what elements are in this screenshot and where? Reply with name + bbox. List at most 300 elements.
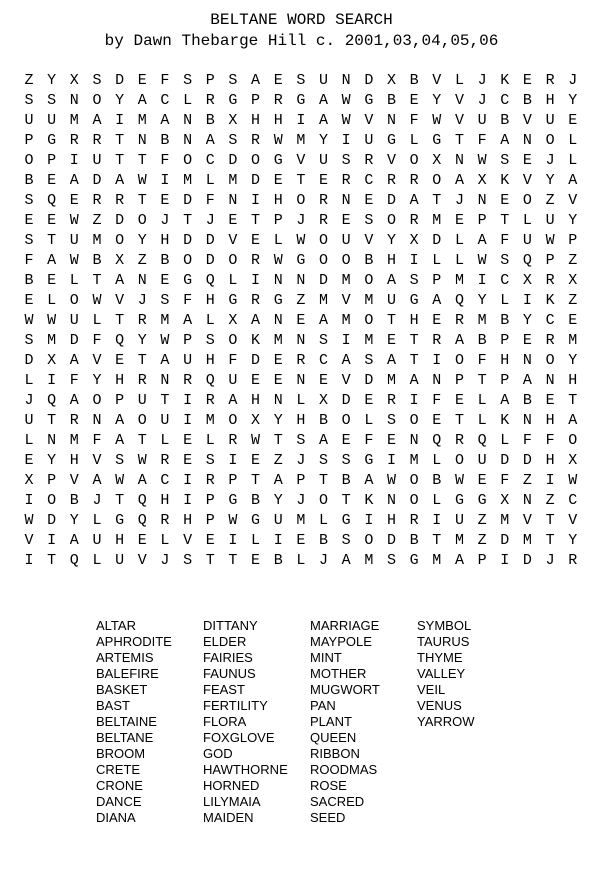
grid-letter: A (477, 232, 487, 249)
grid-letter: O (409, 152, 419, 169)
grid-letter: N (341, 72, 351, 89)
grid-letter: D (228, 152, 238, 169)
grid-letter: P (228, 472, 238, 489)
grid-letter: G (273, 292, 283, 309)
grid-letter: A (205, 132, 215, 149)
grid-letter: A (137, 472, 147, 489)
grid-letter: S (341, 532, 351, 549)
grid-letter: V (522, 172, 532, 189)
grid-letter: V (183, 532, 193, 549)
grid-row (19, 171, 583, 191)
grid-letter: M (273, 332, 283, 349)
grid-letter: S (47, 92, 57, 109)
grid-letter: O (454, 452, 464, 469)
grid-letter: S (341, 152, 351, 169)
grid-letter: S (183, 72, 193, 89)
grid-letter: U (273, 512, 283, 529)
grid-letter: L (477, 392, 487, 409)
grid-letter: I (500, 552, 510, 569)
grid-letter: Y (319, 132, 329, 149)
grid-letter: X (568, 272, 578, 289)
grid-letter: X (319, 392, 329, 409)
grid-letter: S (386, 552, 396, 569)
grid-row (19, 511, 583, 531)
grid-letter: R (409, 212, 419, 229)
grid-letter: O (319, 232, 329, 249)
grid-row (19, 151, 583, 171)
grid-letter: O (364, 532, 374, 549)
grid-letter: U (115, 552, 125, 569)
grid-letter: D (522, 552, 532, 569)
word-list-item: LILYMAIA (203, 794, 261, 809)
grid-letter: M (500, 512, 510, 529)
grid-letter: T (341, 492, 351, 509)
grid-letter: R (137, 372, 147, 389)
grid-letter: K (500, 72, 510, 89)
grid-letter: F (92, 432, 102, 449)
grid-letter: O (364, 312, 374, 329)
grid-letter: T (115, 492, 125, 509)
word-column (310, 618, 417, 826)
word-list-item: YARROW (417, 714, 475, 729)
word-list-item: VENUS (417, 698, 462, 713)
grid-letter: J (568, 72, 578, 89)
grid-letter: E (522, 332, 532, 349)
grid-letter: M (454, 272, 464, 289)
grid-letter: U (228, 372, 238, 389)
grid-letter: N (296, 272, 306, 289)
grid-letter: W (47, 312, 57, 329)
grid-letter: L (522, 212, 532, 229)
grid-row (19, 551, 583, 571)
grid-letter: E (386, 332, 396, 349)
word-list-item: CRETE (96, 762, 141, 777)
grid-letter: I (522, 292, 532, 309)
grid-letter: G (409, 552, 419, 569)
grid-letter: L (24, 372, 34, 389)
grid-letter: T (251, 212, 261, 229)
grid-letter: R (364, 152, 374, 169)
grid-letter: R (92, 132, 102, 149)
grid-letter: Q (205, 272, 215, 289)
grid-letter: G (47, 132, 57, 149)
grid-letter: P (500, 372, 510, 389)
grid-letter: M (47, 332, 57, 349)
grid-letter: O (319, 252, 329, 269)
grid-letter: V (454, 112, 464, 129)
grid-letter: U (183, 352, 193, 369)
grid-letter: R (545, 332, 555, 349)
grid-letter: S (386, 412, 396, 429)
grid-letter: E (500, 192, 510, 209)
word-list-item: MINT (310, 650, 342, 665)
grid-letter: F (24, 252, 34, 269)
grid-letter: E (47, 212, 57, 229)
word-list-item: QUEEN (310, 730, 357, 745)
grid-letter: I (228, 532, 238, 549)
grid-letter: T (409, 352, 419, 369)
grid-letter: S (500, 152, 510, 169)
word-list-item: DANCE (96, 794, 142, 809)
grid-letter: O (115, 232, 125, 249)
grid-letter: E (24, 452, 34, 469)
grid-letter: E (319, 372, 329, 389)
grid-letter: R (92, 192, 102, 209)
grid-letter: T (432, 532, 442, 549)
grid-letter: Z (477, 512, 487, 529)
grid-letter: H (545, 92, 555, 109)
grid-letter: Z (296, 292, 306, 309)
grid-letter: B (24, 272, 34, 289)
grid-letter: N (386, 492, 396, 509)
word-list-item: MOTHER (310, 666, 367, 681)
grid-letter: M (319, 292, 329, 309)
grid-letter: Q (522, 252, 532, 269)
grid-letter: E (69, 192, 79, 209)
grid-letter: O (137, 212, 147, 229)
grid-letter: U (24, 412, 34, 429)
grid-letter: N (522, 492, 532, 509)
grid-letter: M (183, 172, 193, 189)
grid-letter: G (409, 292, 419, 309)
grid-letter: B (500, 312, 510, 329)
grid-letter: O (545, 132, 555, 149)
word-list-item: ROSE (310, 778, 347, 793)
grid-letter: I (273, 532, 283, 549)
word-list-item: BELTANE (96, 730, 154, 745)
grid-letter: X (251, 412, 261, 429)
grid-letter: P (568, 232, 578, 249)
grid-letter: E (251, 452, 261, 469)
grid-letter: S (500, 252, 510, 269)
letter-grid (19, 71, 583, 571)
grid-letter: C (364, 172, 374, 189)
grid-letter: D (205, 252, 215, 269)
grid-letter: W (251, 432, 261, 449)
grid-letter: L (296, 552, 306, 569)
grid-letter: Q (137, 512, 147, 529)
grid-letter: Z (92, 212, 102, 229)
grid-letter: S (24, 332, 34, 349)
grid-letter: K (500, 172, 510, 189)
grid-letter: Z (522, 472, 532, 489)
grid-letter: B (160, 252, 170, 269)
grid-letter: V (432, 72, 442, 89)
grid-letter: V (92, 352, 102, 369)
grid-letter: A (319, 312, 329, 329)
grid-letter: V (364, 112, 374, 129)
grid-letter: G (273, 152, 283, 169)
grid-letter: P (454, 372, 464, 389)
grid-letter: E (341, 212, 351, 229)
grid-letter: I (47, 372, 57, 389)
word-column (203, 618, 310, 826)
word-column (417, 618, 524, 826)
grid-letter: E (432, 412, 442, 429)
grid-letter: T (273, 432, 283, 449)
grid-row (19, 291, 583, 311)
word-list-item: MUGWORT (310, 682, 380, 697)
grid-letter: H (205, 352, 215, 369)
grid-letter: R (69, 132, 79, 149)
grid-letter: L (319, 512, 329, 529)
grid-letter: R (69, 412, 79, 429)
grid-letter: E (296, 532, 306, 549)
grid-letter: E (137, 72, 147, 89)
grid-letter: T (115, 312, 125, 329)
grid-letter: B (364, 252, 374, 269)
grid-letter: R (251, 132, 261, 149)
grid-letter: R (386, 392, 396, 409)
grid-letter: O (409, 492, 419, 509)
grid-letter: R (568, 552, 578, 569)
grid-letter: O (92, 92, 102, 109)
grid-letter: E (522, 152, 532, 169)
grid-letter: N (296, 372, 306, 389)
grid-letter: X (477, 172, 487, 189)
grid-letter: T (92, 272, 102, 289)
grid-letter: M (296, 132, 306, 149)
grid-letter: R (205, 92, 215, 109)
grid-letter: E (364, 192, 374, 209)
grid-letter: F (364, 432, 374, 449)
grid-row (19, 71, 583, 91)
grid-letter: S (183, 552, 193, 569)
grid-letter: Z (477, 532, 487, 549)
grid-letter: M (341, 312, 351, 329)
grid-letter: A (69, 392, 79, 409)
grid-letter: H (545, 412, 555, 429)
grid-letter: Q (47, 192, 57, 209)
grid-letter: K (545, 292, 555, 309)
grid-letter: S (228, 132, 238, 149)
grid-letter: F (409, 112, 419, 129)
grid-row (19, 471, 583, 491)
grid-letter: P (183, 332, 193, 349)
grid-letter: M (296, 512, 306, 529)
grid-letter: H (160, 232, 170, 249)
grid-letter: D (386, 192, 396, 209)
word-list (96, 618, 524, 826)
grid-letter: N (160, 372, 170, 389)
grid-letter: X (115, 252, 125, 269)
grid-letter: P (47, 152, 57, 169)
grid-letter: A (47, 252, 57, 269)
grid-letter: W (568, 472, 578, 489)
grid-letter: M (160, 312, 170, 329)
word-list-item: BROOM (96, 746, 146, 761)
grid-letter: P (205, 72, 215, 89)
grid-letter: L (296, 392, 306, 409)
grid-letter: A (69, 172, 79, 189)
grid-letter: A (454, 332, 464, 349)
grid-letter: L (500, 432, 510, 449)
grid-letter: L (183, 92, 193, 109)
grid-letter: L (454, 72, 464, 89)
grid-letter: Z (137, 252, 147, 269)
word-list-item: ALTAR (96, 618, 136, 633)
grid-letter: J (160, 212, 170, 229)
grid-letter: A (341, 552, 351, 569)
grid-letter: T (137, 192, 147, 209)
grid-letter: W (273, 132, 283, 149)
grid-row (19, 371, 583, 391)
grid-letter: W (477, 152, 487, 169)
grid-letter: Y (137, 232, 147, 249)
grid-letter: R (545, 272, 555, 289)
grid-letter: H (545, 452, 555, 469)
grid-letter: O (228, 412, 238, 429)
grid-letter: L (92, 552, 102, 569)
grid-letter: S (364, 352, 374, 369)
grid-letter: E (409, 92, 419, 109)
grid-letter: K (500, 412, 510, 429)
grid-letter: I (364, 512, 374, 529)
grid-letter: J (137, 292, 147, 309)
grid-letter: V (522, 112, 532, 129)
grid-letter: P (24, 132, 34, 149)
grid-letter: W (296, 232, 306, 249)
grid-letter: T (409, 332, 419, 349)
grid-letter: Z (568, 252, 578, 269)
grid-letter: G (454, 492, 464, 509)
grid-row (19, 211, 583, 231)
grid-letter: U (545, 112, 555, 129)
grid-letter: Y (115, 92, 125, 109)
grid-letter: A (454, 552, 464, 569)
grid-letter: L (454, 232, 464, 249)
grid-letter: Y (568, 92, 578, 109)
grid-letter: N (477, 192, 487, 209)
word-list-item: BASKET (96, 682, 148, 697)
grid-letter: A (319, 112, 329, 129)
grid-letter: R (409, 512, 419, 529)
grid-letter: G (296, 252, 306, 269)
grid-letter: D (251, 352, 261, 369)
grid-letter: B (409, 72, 419, 89)
grid-letter: T (251, 472, 261, 489)
grid-letter: E (24, 212, 34, 229)
grid-letter: H (500, 352, 510, 369)
grid-letter: W (432, 112, 442, 129)
grid-letter: U (160, 412, 170, 429)
grid-letter: H (115, 372, 125, 389)
grid-letter: S (228, 72, 238, 89)
grid-letter: K (251, 332, 261, 349)
grid-letter: X (409, 232, 419, 249)
grid-letter: H (183, 512, 193, 529)
grid-letter: L (47, 292, 57, 309)
grid-letter: D (364, 372, 374, 389)
word-list-item: MAIDEN (203, 810, 254, 825)
grid-letter: R (319, 212, 329, 229)
grid-letter: X (386, 72, 396, 89)
grid-letter: V (386, 152, 396, 169)
grid-letter: E (477, 472, 487, 489)
grid-letter: X (69, 72, 79, 89)
grid-letter: I (115, 112, 125, 129)
grid-letter: O (92, 392, 102, 409)
grid-letter: H (409, 312, 419, 329)
grid-letter: U (386, 292, 396, 309)
grid-row (19, 391, 583, 411)
grid-letter: W (386, 472, 396, 489)
grid-letter: J (545, 152, 555, 169)
word-list-item: PAN (310, 698, 336, 713)
grid-letter: P (545, 252, 555, 269)
grid-letter: Q (47, 392, 57, 409)
grid-letter: A (432, 292, 442, 309)
grid-letter: A (92, 112, 102, 129)
grid-letter: X (24, 472, 34, 489)
grid-letter: I (24, 552, 34, 569)
grid-letter: B (500, 112, 510, 129)
grid-letter: F (522, 432, 532, 449)
grid-letter: H (160, 492, 170, 509)
grid-letter: K (364, 492, 374, 509)
grid-letter: T (137, 352, 147, 369)
grid-letter: O (386, 212, 396, 229)
grid-letter: I (432, 352, 442, 369)
grid-letter: U (47, 112, 57, 129)
grid-letter: B (522, 92, 532, 109)
grid-letter: Y (432, 92, 442, 109)
grid-letter: E (273, 72, 283, 89)
grid-letter: A (386, 272, 396, 289)
grid-letter: A (160, 112, 170, 129)
grid-letter: O (568, 432, 578, 449)
grid-letter: I (183, 492, 193, 509)
grid-letter: D (251, 172, 261, 189)
grid-letter: A (568, 412, 578, 429)
grid-letter: R (273, 92, 283, 109)
grid-letter: A (319, 92, 329, 109)
grid-letter: O (522, 192, 532, 209)
grid-letter: Z (568, 292, 578, 309)
grid-letter: C (545, 312, 555, 329)
grid-letter: L (409, 132, 419, 149)
grid-row (19, 271, 583, 291)
grid-letter: I (409, 392, 419, 409)
grid-letter: T (137, 432, 147, 449)
grid-letter: C (568, 492, 578, 509)
grid-letter: E (183, 432, 193, 449)
grid-letter: R (386, 172, 396, 189)
grid-letter: A (522, 372, 532, 389)
grid-letter: E (273, 372, 283, 389)
grid-letter: R (205, 472, 215, 489)
word-list-item: SYMBOL (417, 618, 472, 633)
grid-letter: E (568, 312, 578, 329)
grid-letter: M (341, 272, 351, 289)
grid-letter: C (319, 352, 329, 369)
grid-letter: X (432, 152, 442, 169)
grid-letter: E (251, 552, 261, 569)
grid-letter: W (545, 232, 555, 249)
word-list-item: FLORA (203, 714, 247, 729)
grid-letter: W (24, 312, 34, 329)
grid-letter: M (364, 332, 374, 349)
grid-letter: D (47, 512, 57, 529)
grid-letter: F (92, 332, 102, 349)
word-list-item: DIANA (96, 810, 136, 825)
grid-letter: M (364, 292, 374, 309)
grid-letter: G (386, 132, 396, 149)
grid-letter: R (160, 452, 170, 469)
grid-letter: A (409, 192, 419, 209)
grid-letter: J (477, 72, 487, 89)
word-list-item: MAYPOLE (310, 634, 372, 649)
